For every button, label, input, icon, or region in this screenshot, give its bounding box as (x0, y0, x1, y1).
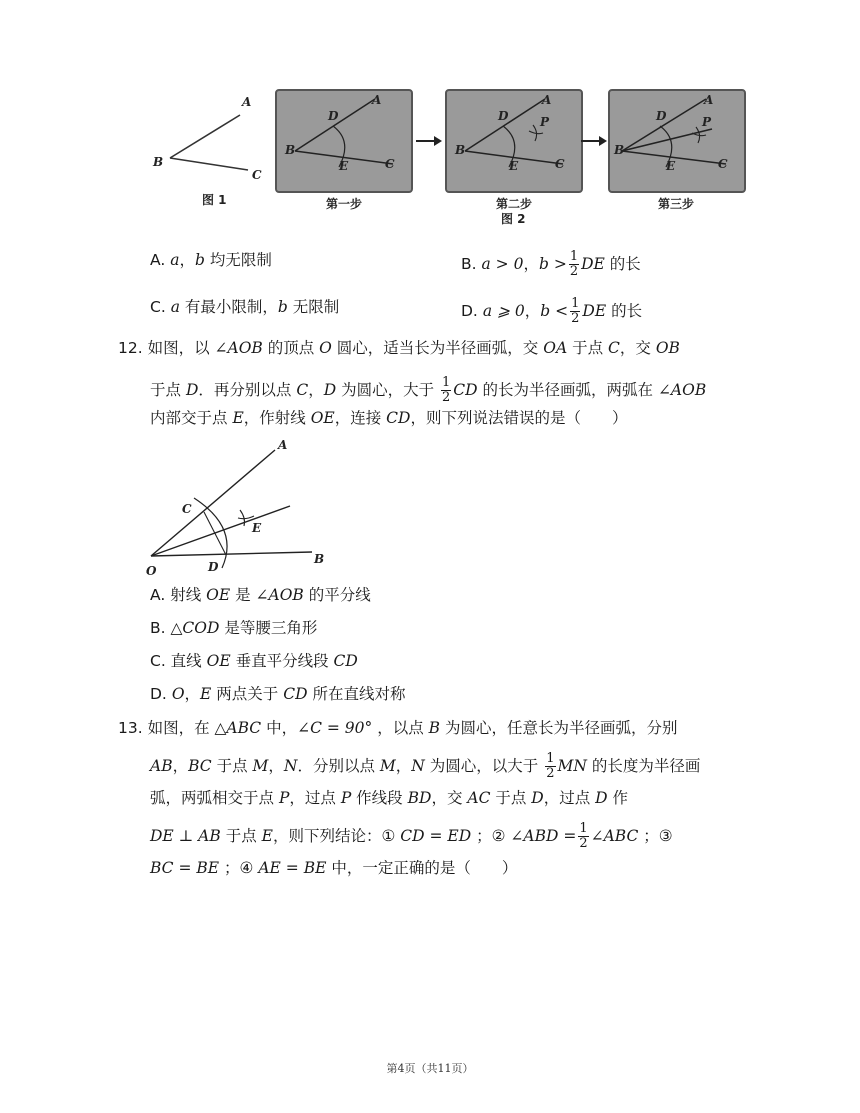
step1-drawing (275, 89, 413, 193)
fig1-label-C: C (252, 168, 262, 182)
arrow-right-icon (581, 135, 607, 147)
step1-label-B: B (285, 143, 296, 157)
construction-figures (140, 85, 750, 235)
step2-label-A: A (542, 93, 552, 107)
fraction: $\frac{1}{2}$ (571, 296, 580, 326)
step3-drawing (608, 89, 746, 193)
q11-option-c[interactable]: C. a 有最小限制，b 无限制 (150, 298, 340, 316)
figure-1-caption: 图 1 (202, 193, 227, 207)
q12-option-a[interactable]: A. 射线 OE 是 ∠AOB 的平分线 (150, 586, 371, 604)
q13-line-3: 弧，两弧相交于点 P，过点 P 作线段 BD，交 AC 于点 D，过点 D 作 (150, 789, 629, 807)
step2-label-P: P (540, 115, 550, 129)
step3-label-C: C (718, 157, 728, 171)
q12-label-C: C (182, 502, 192, 516)
q12-label-D: D (208, 560, 219, 574)
step2-label-B: B (455, 143, 466, 157)
q13-line-4: DE ⊥ AB 于点 E，则下列结论：① CD = ED ；② ∠ABD = $\frac{1}{2}$ ∠ABC ；③ (150, 821, 673, 851)
q12-angle-figure (140, 432, 340, 582)
q12-option-b[interactable]: B. △COD 是等腰三角形 (150, 619, 318, 637)
fraction: $\frac{1}{2}$ (569, 249, 579, 279)
step1-caption: 第一步 (326, 197, 363, 211)
q12-label-A: A (278, 438, 288, 452)
q12-label-O: O (146, 564, 157, 578)
step1-label-E: E (339, 159, 349, 173)
q12-line-1: 12. 如图，以 ∠AOB 的顶点 O 圆心，适当长为半径画弧，交 OA 于点 C，交 OB (118, 339, 680, 357)
q12-label-E: E (252, 521, 262, 535)
q12-label-B: B (314, 552, 325, 566)
fraction: $\frac{1}{2}$ (546, 751, 555, 781)
step2-drawing (445, 89, 583, 193)
q13-line-5: BC = BE ；④ AE = BE 中，一定正确的是（ ） (150, 859, 518, 877)
step2-label-D: D (498, 109, 509, 123)
q11-option-d[interactable]: D. a ⩾ 0，b < $\frac{1}{2}$ DE 的长 (461, 296, 643, 326)
fig1-label-A: A (242, 95, 252, 109)
step2-label-E: E (509, 159, 519, 173)
q11-option-b[interactable]: B. a > 0，b > $\frac{1}{2}$ DE 的长 (461, 249, 641, 279)
q13-line-1: 13. 如图，在 △ABC 中，∠C = 90° ，以点 B 为圆心，任意长为半径画弧，分别 (118, 719, 678, 737)
q13-line-2: AB，BC 于点 M，N．分别以点 M，N 为圆心，以大于 $\frac{1}{2}$ MN 的长度为半径画 (150, 751, 701, 781)
step1-label-D: D (328, 109, 339, 123)
arrow-right-icon (416, 135, 442, 147)
step1-label-C: C (385, 157, 395, 171)
q12-option-c[interactable]: C. 直线 OE 垂直平分线段 CD (150, 652, 358, 670)
step3-caption: 第三步 (658, 197, 695, 211)
fig1-label-B: B (153, 155, 164, 169)
step2-label-C: C (555, 157, 565, 171)
figure-2-caption: 图 2 (501, 212, 526, 226)
step3-label-E: E (666, 159, 676, 173)
step2-caption: 第二步 (496, 197, 533, 211)
fraction: $\frac{1}{2}$ (579, 821, 588, 851)
step3-label-P: P (702, 115, 712, 129)
question-number: 13. (118, 719, 143, 737)
q12-option-d[interactable]: D. O，E 两点关于 CD 所在直线对称 (150, 685, 406, 703)
q11-option-a[interactable]: A. a，b 均无限制 (150, 251, 272, 269)
step3-label-D: D (656, 109, 667, 123)
q12-line-3: 内部交于点 E，作射线 OE，连接 CD，则下列说法错误的是（ ） (150, 409, 628, 427)
fraction: $\frac{1}{2}$ (442, 375, 451, 405)
page-footer: 第4页（共11页） (386, 1062, 474, 1075)
question-number: 12. (118, 339, 143, 357)
q12-line-2: 于点 D．再分别以点 C，D 为圆心，大于 $\frac{1}{2}$ CD 的长为半径画弧，两弧在 ∠AOB (150, 375, 707, 405)
step3-label-A: A (704, 93, 714, 107)
step3-label-B: B (614, 143, 625, 157)
step1-label-A: A (372, 93, 382, 107)
